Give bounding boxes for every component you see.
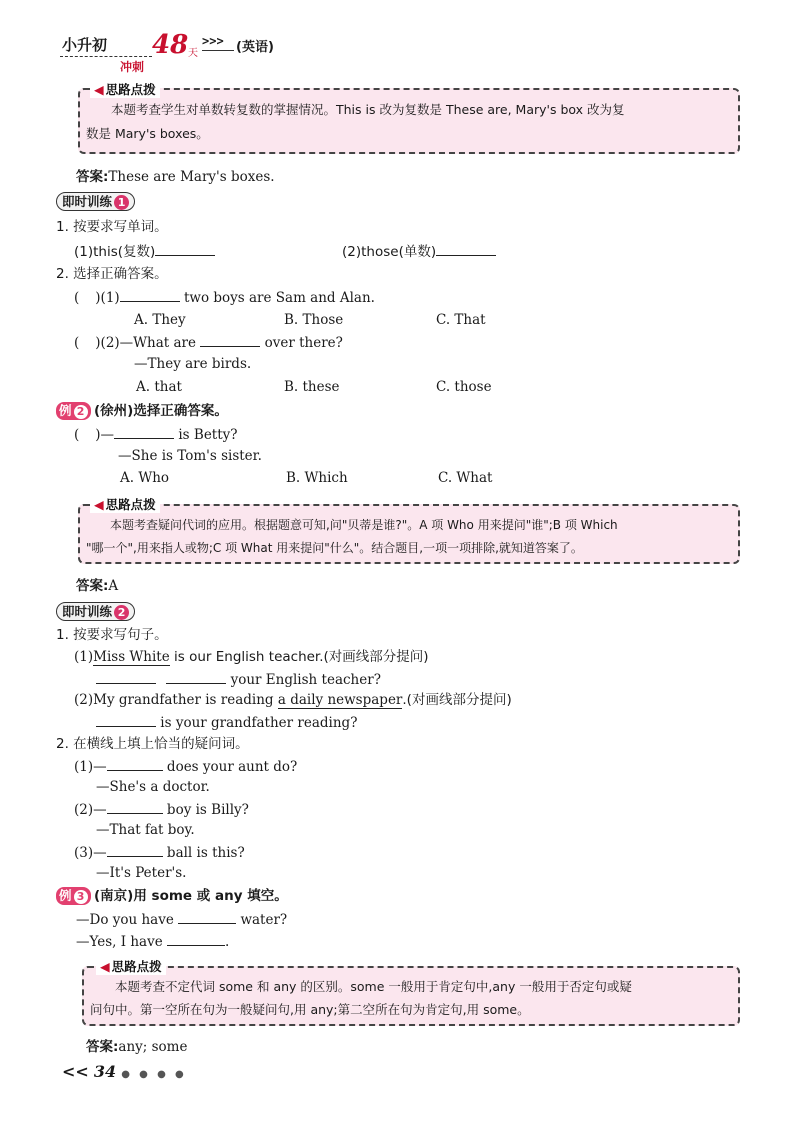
practice-tag-2: 即时训练 2 [56,602,135,621]
p2-q2-3-reply: —It's Peter's. [96,865,187,881]
footer-dots: ● ● ● ● [121,1069,187,1080]
answer-blank[interactable] [114,425,174,439]
example-2-reply: —She is Tom's sister. [118,448,262,464]
p1-q2-2-reply: —They are birds. [134,356,252,372]
footer-arrows: << [62,1062,89,1081]
answer-3: 答案:any; some [86,1039,188,1055]
hint-label-3: ◀ 思路点拨 [96,957,166,975]
p2-q1-1-answer: your English teacher? [96,670,381,689]
page-number: 34 [93,1062,117,1081]
option-b: B. Those [284,312,344,328]
example-3-line2: —Yes, I have . [76,934,230,950]
example-3-line1: —Do you have water? [76,912,288,928]
answer-blank[interactable] [120,288,180,302]
answer-2: 答案:A [76,578,119,594]
p2-q1-2: (2)My grandfather is reading a daily newspaper.(对画线部分提问) [74,692,512,708]
answer-blank[interactable] [107,800,163,814]
p1-q1: 1. 按要求写单词。 [56,219,168,235]
example-2-source: (徐州)选择正确答案。 [94,403,228,419]
answer-blank[interactable] [167,932,225,946]
header-48: 48 [152,30,189,60]
option-c: C. What [438,470,493,486]
answer-blank[interactable] [96,670,156,684]
page-header [60,32,300,72]
example-3-source: (南京)用 some 或 any 填空。 [94,888,288,904]
header-day: 天 [188,48,198,59]
hint-3-line1: 本题考查不定代词 some 和 any 的区别。some 一般用于肯定句中,any 一般用于否定句或疑 [115,979,632,994]
p1-q2-2: ( )(2)—What are over there? [74,335,343,351]
header-sprint: 冲刺 [120,60,145,74]
p2-q2-1-reply: —She's a doctor. [96,779,210,795]
option-c: C. those [436,379,492,395]
header-arrows: >>> [202,34,224,48]
p2-q2-2-reply: —That fat boy. [96,822,195,838]
hint-1-line2: 数是 Mary's boxes。 [86,126,209,141]
p1-q1-a: (1)this(复数) [74,242,215,261]
p2-q1-2-answer: is your grandfather reading? [96,713,357,732]
hint-label-1: ◀ 思路点拨 [90,80,160,98]
p1-q1-b: (2)those(单数) [342,242,496,261]
p1-q2: 2. 选择正确答案。 [56,266,168,282]
hint-label-2: ◀ 思路点拨 [90,495,160,513]
answer-blank[interactable] [436,242,496,256]
hint-1-line1: 本题考查学生对单数转复数的掌握情况。This is 改为复数是 These are, Mary's box 改为复 [111,102,625,117]
option-a: A. They [134,312,186,328]
triangle-icon: ◀ [94,82,104,97]
answer-blank[interactable] [166,670,226,684]
triangle-icon: ◀ [94,497,104,512]
example-2-question: ( )— is Betty? [74,427,238,443]
answer-1: 答案:These are Mary's boxes. [76,169,275,185]
option-a: A. Who [120,470,170,486]
answer-blank[interactable] [155,242,215,256]
p2-q2-2: (2)— boy is Billy? [74,802,249,818]
header-underline [60,56,152,57]
option-a: A. that [136,379,182,395]
example-tag-3: 例 3 [56,887,91,905]
hint-2-line2: "哪一个",用来指人或物;C 项 What 用来提问"什么"。结合题目,一项一项排除,就知道答案了。 [86,541,583,555]
hint-3-line2: 问句中。第一空所在句为一般疑问句,用 any;第二空所在句为肯定句,用 some。 [90,1002,530,1017]
example-tag-2: 例 2 [56,402,91,420]
answer-blank[interactable] [107,843,163,857]
p2-q2-1: (1)— does your aunt do? [74,759,298,775]
p2-q1: 1. 按要求写句子。 [56,627,168,643]
answer-blank[interactable] [96,713,156,727]
p2-q1-1: (1)Miss White is our English teacher.(对画线部分提问) [74,649,429,665]
page-footer [62,1062,187,1081]
header-arrow-line [202,50,234,51]
option-b: B. Which [286,470,348,486]
option-b: B. these [284,379,340,395]
answer-blank[interactable] [178,910,236,924]
p2-q2: 2. 在横线上填上恰当的疑问词。 [56,736,249,752]
practice-tag-1: 即时训练 1 [56,192,135,211]
option-c: C. That [436,312,486,328]
header-subject: (英语) [236,40,274,55]
triangle-icon: ◀ [100,959,110,974]
answer-blank[interactable] [107,757,163,771]
header-title: 小升初 [62,36,108,54]
answer-blank[interactable] [200,333,260,347]
hint-2-line1: 本题考查疑问代词的应用。根据题意可知,问"贝蒂是谁?"。A 项 Who 用来提问"谁";B 项 Which [110,518,618,532]
p2-q2-3: (3)— ball is this? [74,845,245,861]
p1-q2-1: ( )(1) two boys are Sam and Alan. [74,290,375,306]
